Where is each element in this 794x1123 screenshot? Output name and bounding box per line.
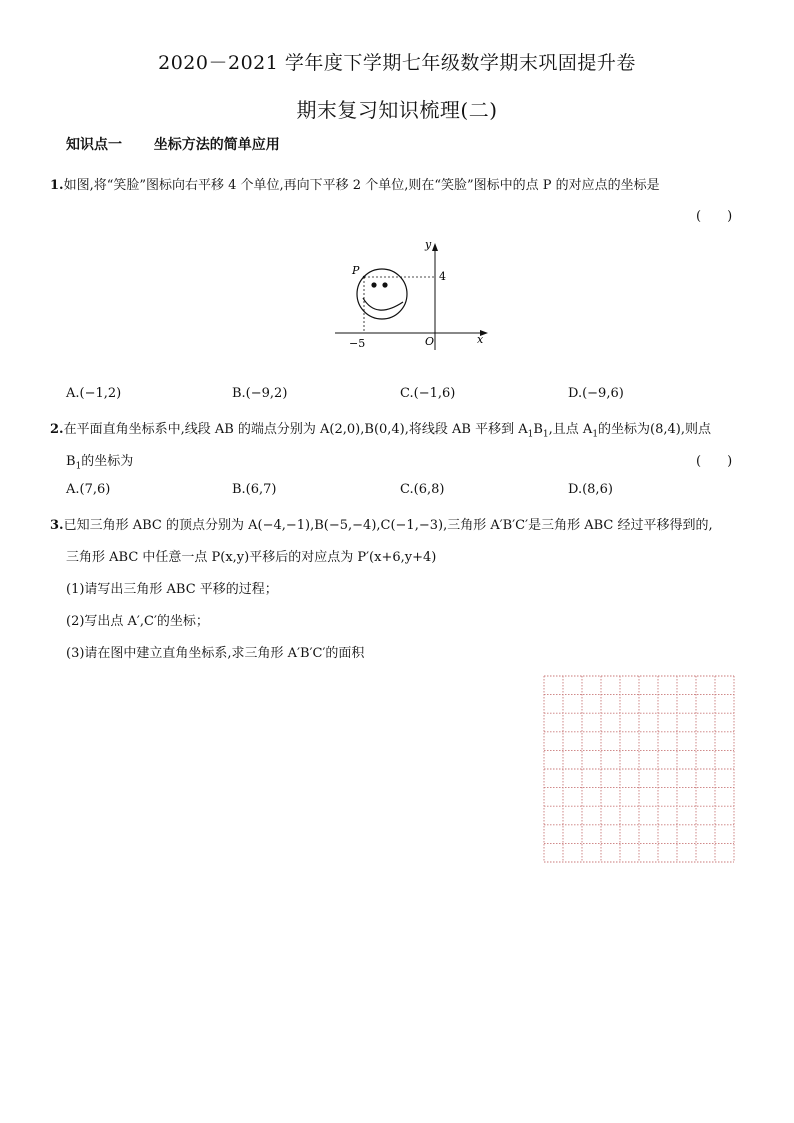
option-b: B.(6,7)	[232, 482, 277, 497]
smiley-coordinate-figure	[330, 235, 500, 350]
question-stem-part: 的坐标为(8,4),则点	[598, 422, 711, 437]
question-2-text	[50, 418, 711, 440]
question-number: 1.	[50, 178, 64, 193]
point-p-label: P	[352, 264, 360, 277]
subscript: 1	[527, 429, 534, 440]
subquestion-2: (2)写出点 A′,C′的坐标；	[66, 614, 209, 629]
option-d: D.(8,6)	[568, 482, 613, 497]
question-stem-part: 的坐标为	[81, 454, 134, 469]
option-d: D.(−9,6)	[568, 386, 624, 401]
subquestion-3: (3)请在图中建立直角坐标系,求三角形 A′B′C′的面积	[66, 646, 365, 661]
point-p	[363, 276, 365, 278]
section-heading	[66, 134, 280, 154]
page-title: 2020－2021 学年度下学期七年级数学期末巩固提升卷	[158, 52, 636, 74]
subscript: 1	[75, 461, 82, 472]
question-number: 2.	[50, 422, 64, 437]
question-2-line2	[66, 450, 133, 472]
page-subtitle: 期末复习知识梳理(二)	[296, 98, 498, 122]
y-axis-arrow	[432, 243, 438, 251]
option-c: C.(6,8)	[400, 482, 445, 497]
question-3-line2: 三角形 ABC 中任意一点 P(x,y)平移后的对应点为 P′(x+6,y+4)	[66, 550, 437, 565]
section-name: 坐标方法的简单应用	[153, 137, 280, 153]
smiley-right-eye	[382, 282, 387, 287]
question-stem-part: 在平面直角坐标系中,线段 AB 的端点分别为 A(2,0),B(0,4),将线段 AB 平移到 A	[63, 422, 528, 437]
question-stem: 已知三角形 ABC 的顶点分别为 A(−4,−1),B(−5,−4),C(−1,−3),三角形 A′B′C′是三角形 ABC 经过平移得到的,	[63, 518, 713, 533]
x-axis-label: x	[477, 333, 484, 346]
smiley-left-eye	[371, 282, 376, 287]
answer-parentheses: ( )	[696, 454, 733, 469]
answer-grid	[542, 674, 736, 864]
subscript: 1	[542, 429, 549, 440]
y-axis-label: y	[425, 238, 432, 251]
subquestion-1: (1)请写出三角形 ABC 平移的过程；	[66, 582, 278, 597]
option-b: B.(−9,2)	[232, 386, 288, 401]
option-c: C.(−1,6)	[400, 386, 456, 401]
option-a: A.(−1,2)	[66, 386, 122, 401]
question-3-text	[50, 514, 713, 533]
question-stem-part: ,且点 A	[548, 422, 593, 437]
option-a: A.(7,6)	[66, 482, 111, 497]
subscript: 1	[592, 429, 599, 440]
question-1-text	[50, 174, 660, 193]
smiley-mouth	[363, 298, 403, 310]
tick-label-4: 4	[439, 270, 446, 283]
answer-parentheses: ( )	[696, 209, 733, 224]
origin-label: O	[425, 335, 435, 348]
section-label: 知识点一	[66, 137, 122, 153]
question-stem-part: B	[66, 454, 76, 469]
question-number: 3.	[50, 518, 64, 533]
question-stem-part: B	[533, 422, 543, 437]
question-stem: 如图,将“笑脸”图标向右平移 4 个单位,再向下平移 2 个单位,则在“笑脸”图标中的点 P 的对应点的坐标是	[63, 178, 660, 193]
tick-label-neg5: −5	[349, 337, 366, 350]
